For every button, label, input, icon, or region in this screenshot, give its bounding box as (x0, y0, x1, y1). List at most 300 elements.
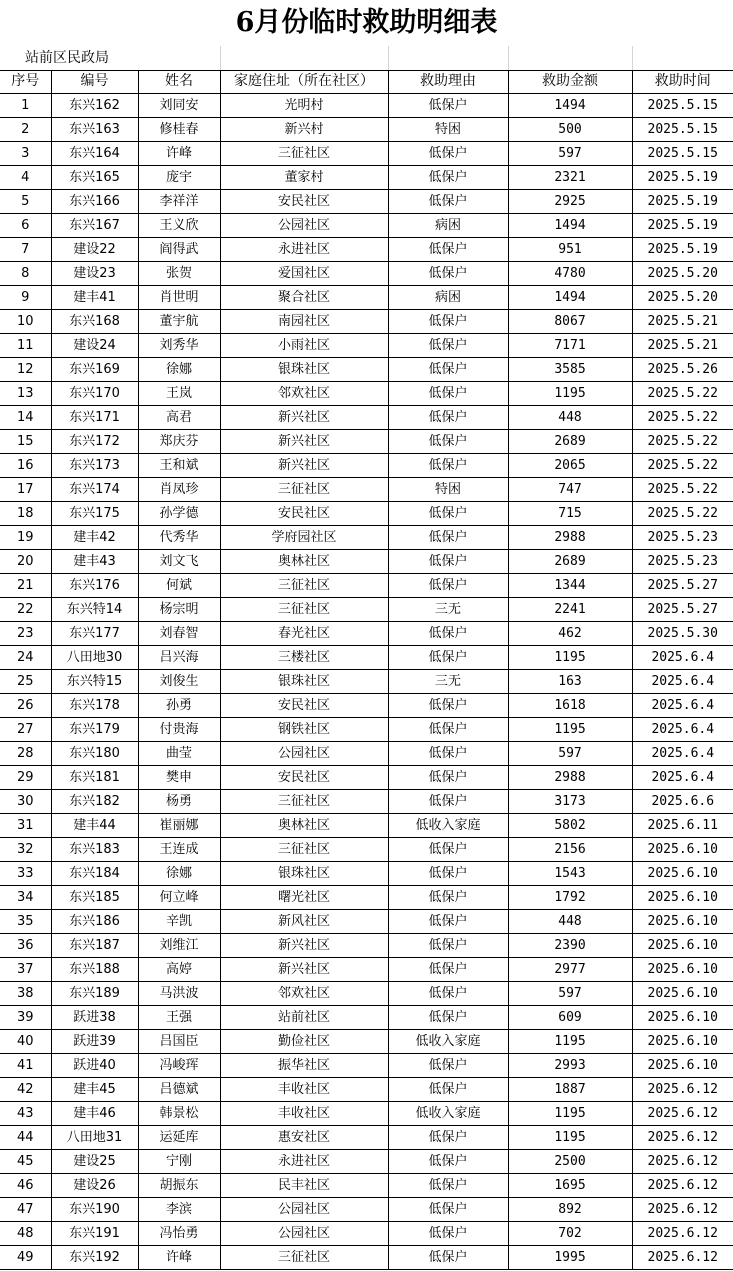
name-cell: 冯峻珲 (138, 1054, 220, 1078)
address-cell: 钢铁社区 (220, 718, 388, 742)
name-cell: 胡振东 (138, 1174, 220, 1198)
seq-cell: 22 (0, 598, 51, 622)
address-cell: 惠安社区 (220, 1126, 388, 1150)
code-cell: 东兴162 (51, 94, 138, 118)
seq-cell: 24 (0, 646, 51, 670)
code-cell: 东兴182 (51, 790, 138, 814)
reason-cell: 低保户 (388, 502, 508, 526)
date-cell: 2025.6.12 (632, 1102, 733, 1126)
amount-cell: 1494 (508, 286, 632, 310)
amount-cell: 1695 (508, 1174, 632, 1198)
table-row (0, 478, 733, 502)
date-cell: 2025.6.12 (632, 1198, 733, 1222)
name-cell: 刘文飞 (138, 550, 220, 574)
table-row (0, 406, 733, 430)
code-cell: 东兴186 (51, 910, 138, 934)
date-cell: 2025.5.20 (632, 262, 733, 286)
seq-cell: 8 (0, 262, 51, 286)
seq-cell: 40 (0, 1030, 51, 1054)
name-cell: 付贵海 (138, 718, 220, 742)
name-cell: 徐娜 (138, 358, 220, 382)
name-cell: 辛凯 (138, 910, 220, 934)
table-row (0, 622, 733, 646)
address-cell: 曙光社区 (220, 886, 388, 910)
reason-cell: 低保户 (388, 1198, 508, 1222)
table-row (0, 382, 733, 406)
name-cell: 孙学德 (138, 502, 220, 526)
reason-cell: 低保户 (388, 1246, 508, 1270)
date-cell: 2025.5.15 (632, 118, 733, 142)
name-cell: 代秀华 (138, 526, 220, 550)
code-cell: 建丰42 (51, 526, 138, 550)
name-cell: 宁刚 (138, 1150, 220, 1174)
date-cell: 2025.5.30 (632, 622, 733, 646)
seq-cell: 21 (0, 574, 51, 598)
reason-cell: 三无 (388, 670, 508, 694)
header-cell: 救助金额 (508, 70, 632, 94)
amount-cell: 1195 (508, 1126, 632, 1150)
seq-cell: 1 (0, 94, 51, 118)
seq-cell: 13 (0, 382, 51, 406)
reason-cell: 低保户 (388, 142, 508, 166)
address-cell: 丰收社区 (220, 1102, 388, 1126)
amount-cell: 8067 (508, 310, 632, 334)
address-cell: 聚合社区 (220, 286, 388, 310)
date-cell: 2025.6.4 (632, 646, 733, 670)
code-cell: 跃进40 (51, 1054, 138, 1078)
table-row (0, 454, 733, 478)
name-cell: 刘俊生 (138, 670, 220, 694)
amount-cell: 2988 (508, 766, 632, 790)
name-cell: 刘春智 (138, 622, 220, 646)
seq-cell: 17 (0, 478, 51, 502)
header-cell: 家庭住址（所在社区） (220, 70, 388, 94)
reason-cell: 低收入家庭 (388, 1102, 508, 1126)
code-cell: 东兴177 (51, 622, 138, 646)
address-cell: 三征社区 (220, 1246, 388, 1270)
seq-cell: 39 (0, 1006, 51, 1030)
code-cell: 东兴183 (51, 838, 138, 862)
table-row (0, 982, 733, 1006)
seq-cell: 15 (0, 430, 51, 454)
reason-cell: 低保户 (388, 766, 508, 790)
reason-cell: 三无 (388, 598, 508, 622)
table-row (0, 1222, 733, 1246)
table-row (0, 94, 733, 118)
amount-cell: 892 (508, 1198, 632, 1222)
seq-cell: 28 (0, 742, 51, 766)
code-cell: 东兴179 (51, 718, 138, 742)
table-row (0, 166, 733, 190)
code-cell: 东兴184 (51, 862, 138, 886)
name-cell: 高君 (138, 406, 220, 430)
gridline (388, 46, 389, 70)
date-cell: 2025.5.15 (632, 94, 733, 118)
code-cell: 建丰44 (51, 814, 138, 838)
date-cell: 2025.6.6 (632, 790, 733, 814)
address-cell: 邻欢社区 (220, 982, 388, 1006)
seq-cell: 42 (0, 1078, 51, 1102)
date-cell: 2025.5.23 (632, 550, 733, 574)
date-cell: 2025.6.12 (632, 1078, 733, 1102)
reason-cell: 低保户 (388, 934, 508, 958)
date-cell: 2025.6.4 (632, 694, 733, 718)
table-row (0, 598, 733, 622)
date-cell: 2025.6.10 (632, 862, 733, 886)
amount-cell: 597 (508, 142, 632, 166)
amount-cell: 448 (508, 910, 632, 934)
address-cell: 奥林社区 (220, 814, 388, 838)
gridline (220, 46, 221, 70)
reason-cell: 低保户 (388, 1222, 508, 1246)
code-cell: 东兴190 (51, 1198, 138, 1222)
seq-cell: 3 (0, 142, 51, 166)
amount-cell: 2925 (508, 190, 632, 214)
name-cell: 刘秀华 (138, 334, 220, 358)
seq-cell: 33 (0, 862, 51, 886)
amount-cell: 448 (508, 406, 632, 430)
address-cell: 董家村 (220, 166, 388, 190)
address-cell: 银珠社区 (220, 358, 388, 382)
reason-cell: 病困 (388, 214, 508, 238)
name-cell: 许峰 (138, 142, 220, 166)
date-cell: 2025.6.4 (632, 718, 733, 742)
seq-cell: 44 (0, 1126, 51, 1150)
table-row (0, 862, 733, 886)
reason-cell: 低收入家庭 (388, 1030, 508, 1054)
code-cell: 东兴特15 (51, 670, 138, 694)
table-row (0, 1054, 733, 1078)
table-row (0, 814, 733, 838)
amount-cell: 2689 (508, 550, 632, 574)
amount-cell: 2500 (508, 1150, 632, 1174)
address-cell: 站前社区 (220, 1006, 388, 1030)
name-cell: 孙勇 (138, 694, 220, 718)
reason-cell: 低保户 (388, 382, 508, 406)
header-cell: 序号 (0, 70, 51, 94)
address-cell: 民丰社区 (220, 1174, 388, 1198)
reason-cell: 低保户 (388, 790, 508, 814)
table-row (0, 118, 733, 142)
table-row (0, 214, 733, 238)
amount-cell: 2241 (508, 598, 632, 622)
date-cell: 2025.5.22 (632, 478, 733, 502)
reason-cell: 低保户 (388, 262, 508, 286)
reason-cell: 低保户 (388, 1006, 508, 1030)
code-cell: 东兴164 (51, 142, 138, 166)
amount-cell: 597 (508, 982, 632, 1006)
table-row (0, 790, 733, 814)
seq-cell: 32 (0, 838, 51, 862)
seq-cell: 41 (0, 1054, 51, 1078)
address-cell: 安民社区 (220, 694, 388, 718)
amount-cell: 3585 (508, 358, 632, 382)
date-cell: 2025.6.4 (632, 670, 733, 694)
name-cell: 阎得武 (138, 238, 220, 262)
name-cell: 徐娜 (138, 862, 220, 886)
seq-cell: 31 (0, 814, 51, 838)
name-cell: 何立峰 (138, 886, 220, 910)
address-cell: 丰收社区 (220, 1078, 388, 1102)
table-row (0, 526, 733, 550)
seq-cell: 20 (0, 550, 51, 574)
amount-cell: 2977 (508, 958, 632, 982)
reason-cell: 病困 (388, 286, 508, 310)
name-cell: 修桂春 (138, 118, 220, 142)
date-cell: 2025.5.19 (632, 214, 733, 238)
amount-cell: 597 (508, 742, 632, 766)
date-cell: 2025.6.12 (632, 1222, 733, 1246)
reason-cell: 低保户 (388, 526, 508, 550)
address-cell: 银珠社区 (220, 670, 388, 694)
amount-cell: 500 (508, 118, 632, 142)
table-row (0, 238, 733, 262)
name-cell: 李滨 (138, 1198, 220, 1222)
seq-cell: 37 (0, 958, 51, 982)
date-cell: 2025.6.10 (632, 838, 733, 862)
reason-cell: 低保户 (388, 94, 508, 118)
table-row (0, 1198, 733, 1222)
table-row (0, 1006, 733, 1030)
code-cell: 建设26 (51, 1174, 138, 1198)
name-cell: 肖凤珍 (138, 478, 220, 502)
date-cell: 2025.6.12 (632, 1126, 733, 1150)
table-row (0, 262, 733, 286)
address-cell: 三征社区 (220, 790, 388, 814)
date-cell: 2025.5.19 (632, 166, 733, 190)
amount-cell: 715 (508, 502, 632, 526)
reason-cell: 低保户 (388, 406, 508, 430)
seq-cell: 36 (0, 934, 51, 958)
address-cell: 公园社区 (220, 1222, 388, 1246)
gridline (632, 46, 633, 70)
table-row (0, 286, 733, 310)
amount-cell: 1344 (508, 574, 632, 598)
date-cell: 2025.6.10 (632, 886, 733, 910)
reason-cell: 低保户 (388, 910, 508, 934)
reason-cell: 低保户 (388, 982, 508, 1006)
table-row (0, 910, 733, 934)
amount-cell: 7171 (508, 334, 632, 358)
code-cell: 东兴173 (51, 454, 138, 478)
table-row (0, 1246, 733, 1270)
table-row (0, 694, 733, 718)
amount-cell: 2156 (508, 838, 632, 862)
name-cell: 许峰 (138, 1246, 220, 1270)
amount-cell: 2390 (508, 934, 632, 958)
seq-cell: 10 (0, 310, 51, 334)
amount-cell: 2993 (508, 1054, 632, 1078)
date-cell: 2025.5.19 (632, 238, 733, 262)
address-cell: 安民社区 (220, 190, 388, 214)
address-cell: 三楼社区 (220, 646, 388, 670)
department-row (0, 46, 733, 71)
name-cell: 马洪波 (138, 982, 220, 1006)
code-cell: 东兴176 (51, 574, 138, 598)
amount-cell: 747 (508, 478, 632, 502)
reason-cell: 低保户 (388, 430, 508, 454)
date-cell: 2025.5.19 (632, 190, 733, 214)
date-cell: 2025.5.27 (632, 598, 733, 622)
address-cell: 南园社区 (220, 310, 388, 334)
code-cell: 东兴185 (51, 886, 138, 910)
address-cell: 新风社区 (220, 910, 388, 934)
table-row (0, 958, 733, 982)
seq-cell: 4 (0, 166, 51, 190)
code-cell: 东兴166 (51, 190, 138, 214)
code-cell: 东兴192 (51, 1246, 138, 1270)
name-cell: 杨勇 (138, 790, 220, 814)
date-cell: 2025.5.21 (632, 310, 733, 334)
reason-cell: 低保户 (388, 646, 508, 670)
code-cell: 东兴168 (51, 310, 138, 334)
address-cell: 三征社区 (220, 838, 388, 862)
name-cell: 王强 (138, 1006, 220, 1030)
code-cell: 东兴特14 (51, 598, 138, 622)
reason-cell: 低保户 (388, 550, 508, 574)
reason-cell: 低保户 (388, 358, 508, 382)
code-cell: 建设23 (51, 262, 138, 286)
table-row (0, 574, 733, 598)
name-cell: 何斌 (138, 574, 220, 598)
seq-cell: 12 (0, 358, 51, 382)
reason-cell: 低保户 (388, 622, 508, 646)
header-cell: 救助时间 (632, 70, 733, 94)
code-cell: 建丰41 (51, 286, 138, 310)
table-row (0, 334, 733, 358)
table-row (0, 1174, 733, 1198)
reason-cell: 低保户 (388, 310, 508, 334)
reason-cell: 低保户 (388, 742, 508, 766)
address-cell: 安民社区 (220, 766, 388, 790)
reason-cell: 低保户 (388, 334, 508, 358)
code-cell: 跃进38 (51, 1006, 138, 1030)
date-cell: 2025.6.12 (632, 1246, 733, 1270)
code-cell: 东兴188 (51, 958, 138, 982)
amount-cell: 2689 (508, 430, 632, 454)
seq-cell: 35 (0, 910, 51, 934)
amount-cell: 1792 (508, 886, 632, 910)
address-cell: 新兴村 (220, 118, 388, 142)
name-cell: 运延库 (138, 1126, 220, 1150)
table-row (0, 190, 733, 214)
date-cell: 2025.6.4 (632, 766, 733, 790)
amount-cell: 1494 (508, 214, 632, 238)
reason-cell: 低保户 (388, 454, 508, 478)
table-row (0, 142, 733, 166)
amount-cell: 5802 (508, 814, 632, 838)
amount-cell: 1195 (508, 718, 632, 742)
code-cell: 八田地30 (51, 646, 138, 670)
date-cell: 2025.5.22 (632, 502, 733, 526)
seq-cell: 29 (0, 766, 51, 790)
address-cell: 光明村 (220, 94, 388, 118)
amount-cell: 1887 (508, 1078, 632, 1102)
table-row (0, 934, 733, 958)
seq-cell: 5 (0, 190, 51, 214)
address-cell: 三征社区 (220, 574, 388, 598)
seq-cell: 6 (0, 214, 51, 238)
reason-cell: 低保户 (388, 838, 508, 862)
seq-cell: 38 (0, 982, 51, 1006)
address-cell: 永进社区 (220, 238, 388, 262)
code-cell: 东兴187 (51, 934, 138, 958)
code-cell: 东兴172 (51, 430, 138, 454)
address-cell: 新兴社区 (220, 934, 388, 958)
address-cell: 安民社区 (220, 502, 388, 526)
reason-cell: 特困 (388, 118, 508, 142)
table-row (0, 1078, 733, 1102)
code-cell: 建丰46 (51, 1102, 138, 1126)
amount-cell: 609 (508, 1006, 632, 1030)
code-cell: 建丰43 (51, 550, 138, 574)
name-cell: 王义欣 (138, 214, 220, 238)
amount-cell: 4780 (508, 262, 632, 286)
header-cell: 姓名 (138, 70, 220, 94)
code-cell: 东兴174 (51, 478, 138, 502)
amount-cell: 1195 (508, 646, 632, 670)
amount-cell: 951 (508, 238, 632, 262)
address-cell: 奥林社区 (220, 550, 388, 574)
date-cell: 2025.6.12 (632, 1150, 733, 1174)
date-cell: 2025.6.10 (632, 958, 733, 982)
reason-cell: 低保户 (388, 718, 508, 742)
code-cell: 跃进39 (51, 1030, 138, 1054)
seq-cell: 18 (0, 502, 51, 526)
name-cell: 吕国臣 (138, 1030, 220, 1054)
amount-cell: 1543 (508, 862, 632, 886)
amount-cell: 2988 (508, 526, 632, 550)
address-cell: 新兴社区 (220, 454, 388, 478)
reason-cell: 低保户 (388, 862, 508, 886)
address-cell: 振华社区 (220, 1054, 388, 1078)
date-cell: 2025.6.10 (632, 934, 733, 958)
amount-cell: 1995 (508, 1246, 632, 1270)
name-cell: 肖世明 (138, 286, 220, 310)
seq-cell: 2 (0, 118, 51, 142)
date-cell: 2025.6.12 (632, 1174, 733, 1198)
seq-cell: 26 (0, 694, 51, 718)
amount-cell: 1195 (508, 1030, 632, 1054)
reason-cell: 低保户 (388, 958, 508, 982)
address-cell: 三征社区 (220, 142, 388, 166)
date-cell: 2025.5.22 (632, 406, 733, 430)
name-cell: 曲莹 (138, 742, 220, 766)
address-cell: 爱国社区 (220, 262, 388, 286)
address-cell: 邻欢社区 (220, 382, 388, 406)
seq-cell: 11 (0, 334, 51, 358)
seq-cell: 48 (0, 1222, 51, 1246)
seq-cell: 23 (0, 622, 51, 646)
seq-cell: 19 (0, 526, 51, 550)
address-cell: 永进社区 (220, 1150, 388, 1174)
code-cell: 东兴180 (51, 742, 138, 766)
name-cell: 王和斌 (138, 454, 220, 478)
code-cell: 东兴178 (51, 694, 138, 718)
name-cell: 董宇航 (138, 310, 220, 334)
code-cell: 八田地31 (51, 1126, 138, 1150)
name-cell: 冯怡勇 (138, 1222, 220, 1246)
seq-cell: 27 (0, 718, 51, 742)
amount-cell: 1618 (508, 694, 632, 718)
table-row (0, 1150, 733, 1174)
header-row (0, 70, 733, 94)
seq-cell: 16 (0, 454, 51, 478)
table-row (0, 742, 733, 766)
date-cell: 2025.6.10 (632, 910, 733, 934)
date-cell: 2025.6.4 (632, 742, 733, 766)
date-cell: 2025.5.22 (632, 454, 733, 478)
